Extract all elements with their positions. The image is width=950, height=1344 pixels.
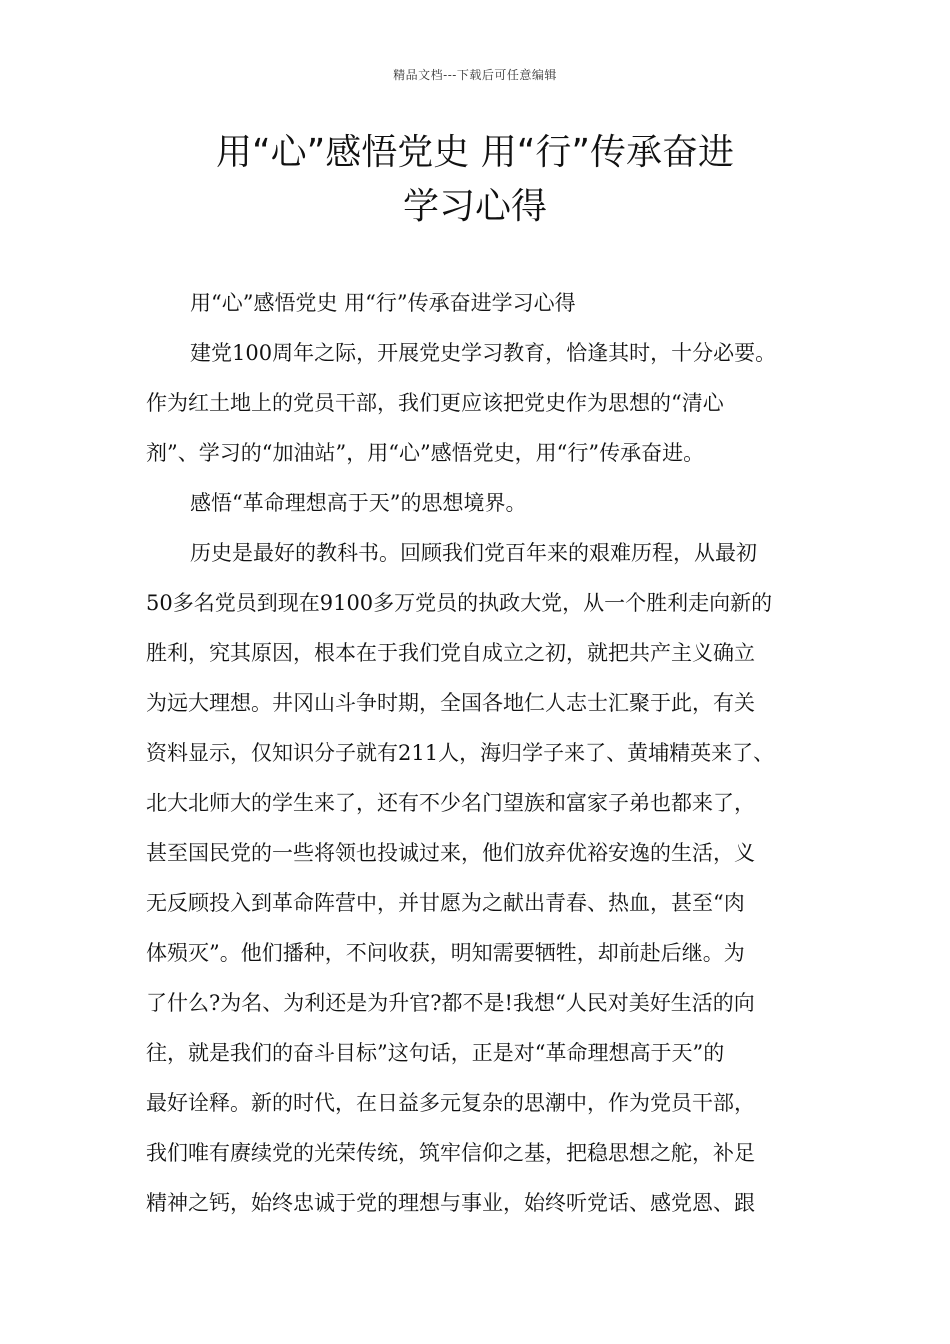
paragraph-line: 为远大理想。井冈山斗争时期，全国各地仁人志士汇聚于此，有关 bbox=[146, 691, 755, 715]
section-heading-line: 感悟“革命理想高于天”的思想境界。 bbox=[190, 491, 527, 515]
paragraph-line: 资料显示，仅知识分子就有211人，海归学子来了、黄埔精英来了、 bbox=[146, 741, 775, 765]
paragraph-line: 往，就是我们的奋斗目标”这句话，正是对“革命理想高于天”的 bbox=[146, 1041, 725, 1065]
paragraph-line: 建党100周年之际，开展党史学习教育，恰逢其时，十分必要。 bbox=[190, 341, 777, 365]
title-line-2: 学习心得 bbox=[402, 186, 547, 227]
document-title bbox=[100, 126, 850, 234]
paragraph-line: 了什么?为名、为利还是为升官?都不是!我想“人民对美好生活的向 bbox=[146, 991, 755, 1015]
paragraph-line: 50多名党员到现在9100多万党员的执政大党，从一个胜利走向新的 bbox=[146, 591, 773, 615]
paragraph-line: 无反顾投入到革命阵营中，并甘愿为之献出青春、热血，甚至“肉 bbox=[146, 891, 745, 915]
title-line-1: 用“心”感悟党史 用“行”传承奋进 bbox=[215, 132, 735, 173]
paragraph-line: 精神之钙，始终忠诚于党的理想与事业，始终听党话、感党恩、跟 bbox=[146, 1191, 755, 1215]
paragraph-line: 北大北师大的学生来了，还有不少名门望族和富家子弟也都来了， bbox=[146, 791, 755, 815]
paragraph-line: 剂”、学习的“加油站”，用“心”感悟党史，用“行”传承奋进。 bbox=[146, 441, 705, 465]
paragraph-line: 体殒灭”。他们播种，不问收获，明知需要牺牲，却前赴后继。为 bbox=[146, 941, 745, 965]
paragraph-line: 最好诠释。新的时代，在日益多元复杂的思潮中，作为党员干部， bbox=[146, 1091, 755, 1115]
paragraph-line: 甚至国民党的一些将领也投诚过来，他们放弃优裕安逸的生活，义 bbox=[146, 841, 755, 865]
paragraph-line: 胜利，究其原因，根本在于我们党自成立之初，就把共产主义确立 bbox=[146, 641, 755, 665]
subtitle-line: 用“心”感悟党史 用“行”传承奋进学习心得 bbox=[190, 291, 576, 315]
header-note: 精品文档---下载后可任意编辑 bbox=[393, 68, 557, 82]
paragraph-line: 我们唯有赓续党的光荣传统，筑牢信仰之基，把稳思想之舵，补足 bbox=[146, 1141, 755, 1165]
paragraph-line: 历史是最好的教科书。回顾我们党百年来的艰难历程，从最初 bbox=[190, 541, 757, 565]
document-body bbox=[146, 278, 818, 1228]
paragraph-line: 作为红土地上的党员干部，我们更应该把党史作为思想的“清心 bbox=[146, 391, 724, 415]
